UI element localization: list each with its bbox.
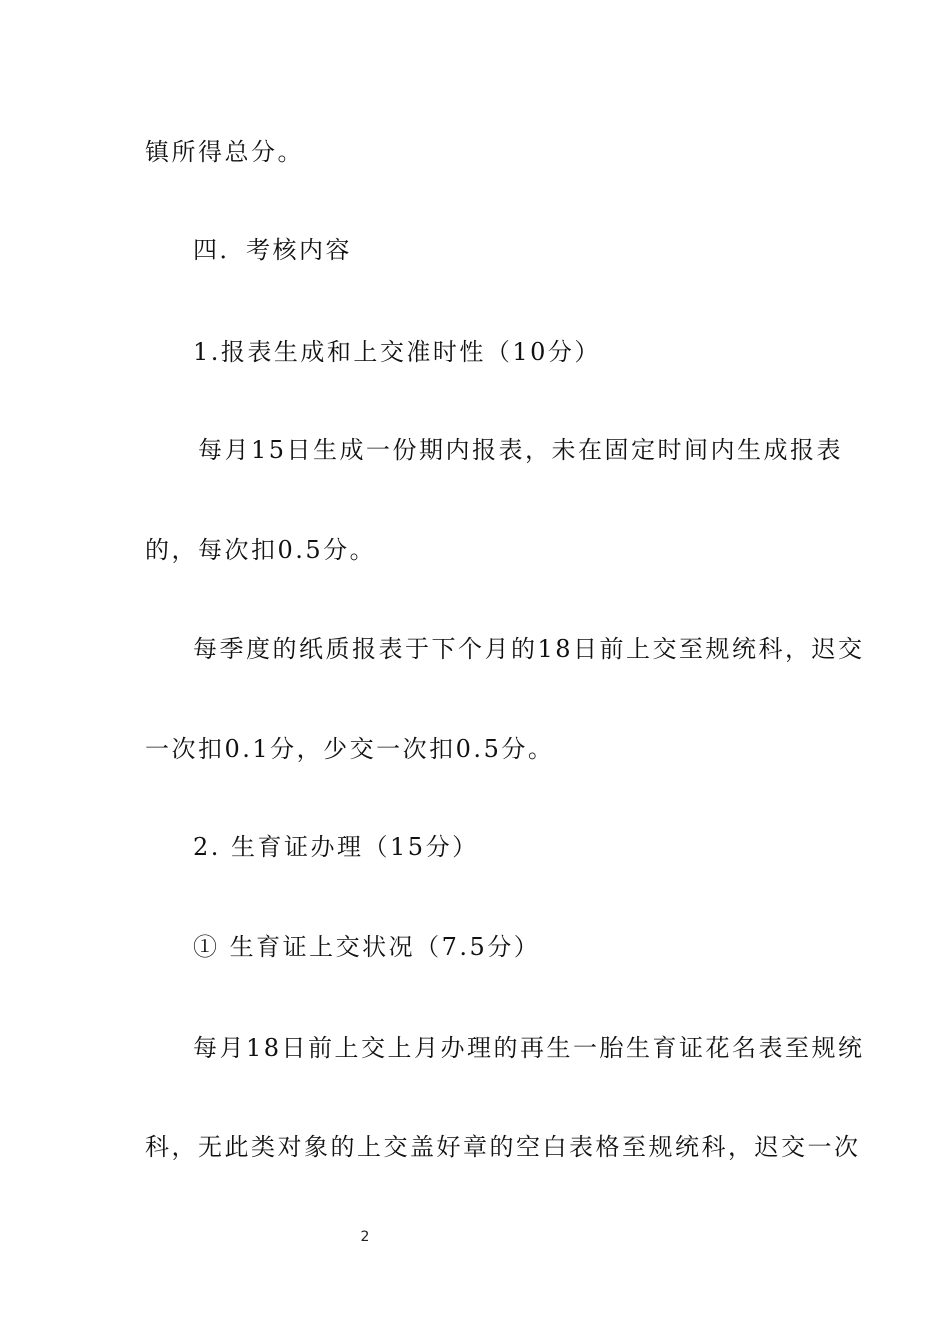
section-heading: 四．考核内容	[193, 236, 352, 264]
paragraph-line: 一次扣0.1分，少交一次扣0.5分。	[145, 735, 555, 763]
paragraph-line: 每月15日生成一份期内报表，未在固定时间内生成报表	[198, 436, 844, 464]
paragraph-line: 每月18日前上交上月办理的再生一胎生育证花名表至规统	[193, 1034, 865, 1062]
paragraph-line: 科，无此类对象的上交盖好章的空白表格至规统科，迟交一次	[145, 1133, 861, 1161]
subitem-heading: ① 生育证上交状况（7.5分）	[193, 933, 541, 961]
item-heading-2: 2. 生育证办理（15分）	[193, 833, 479, 861]
item-heading-1: 1.报表生成和上交准时性（10分）	[193, 338, 601, 366]
paragraph-line: 每季度的纸质报表于下个月的18日前上交至规统科，迟交	[193, 635, 865, 663]
text-line-continuation: 镇所得总分。	[145, 138, 304, 166]
page-number: 2	[360, 1229, 370, 1245]
paragraph-line: 的，每次扣0.5分。	[145, 536, 377, 564]
